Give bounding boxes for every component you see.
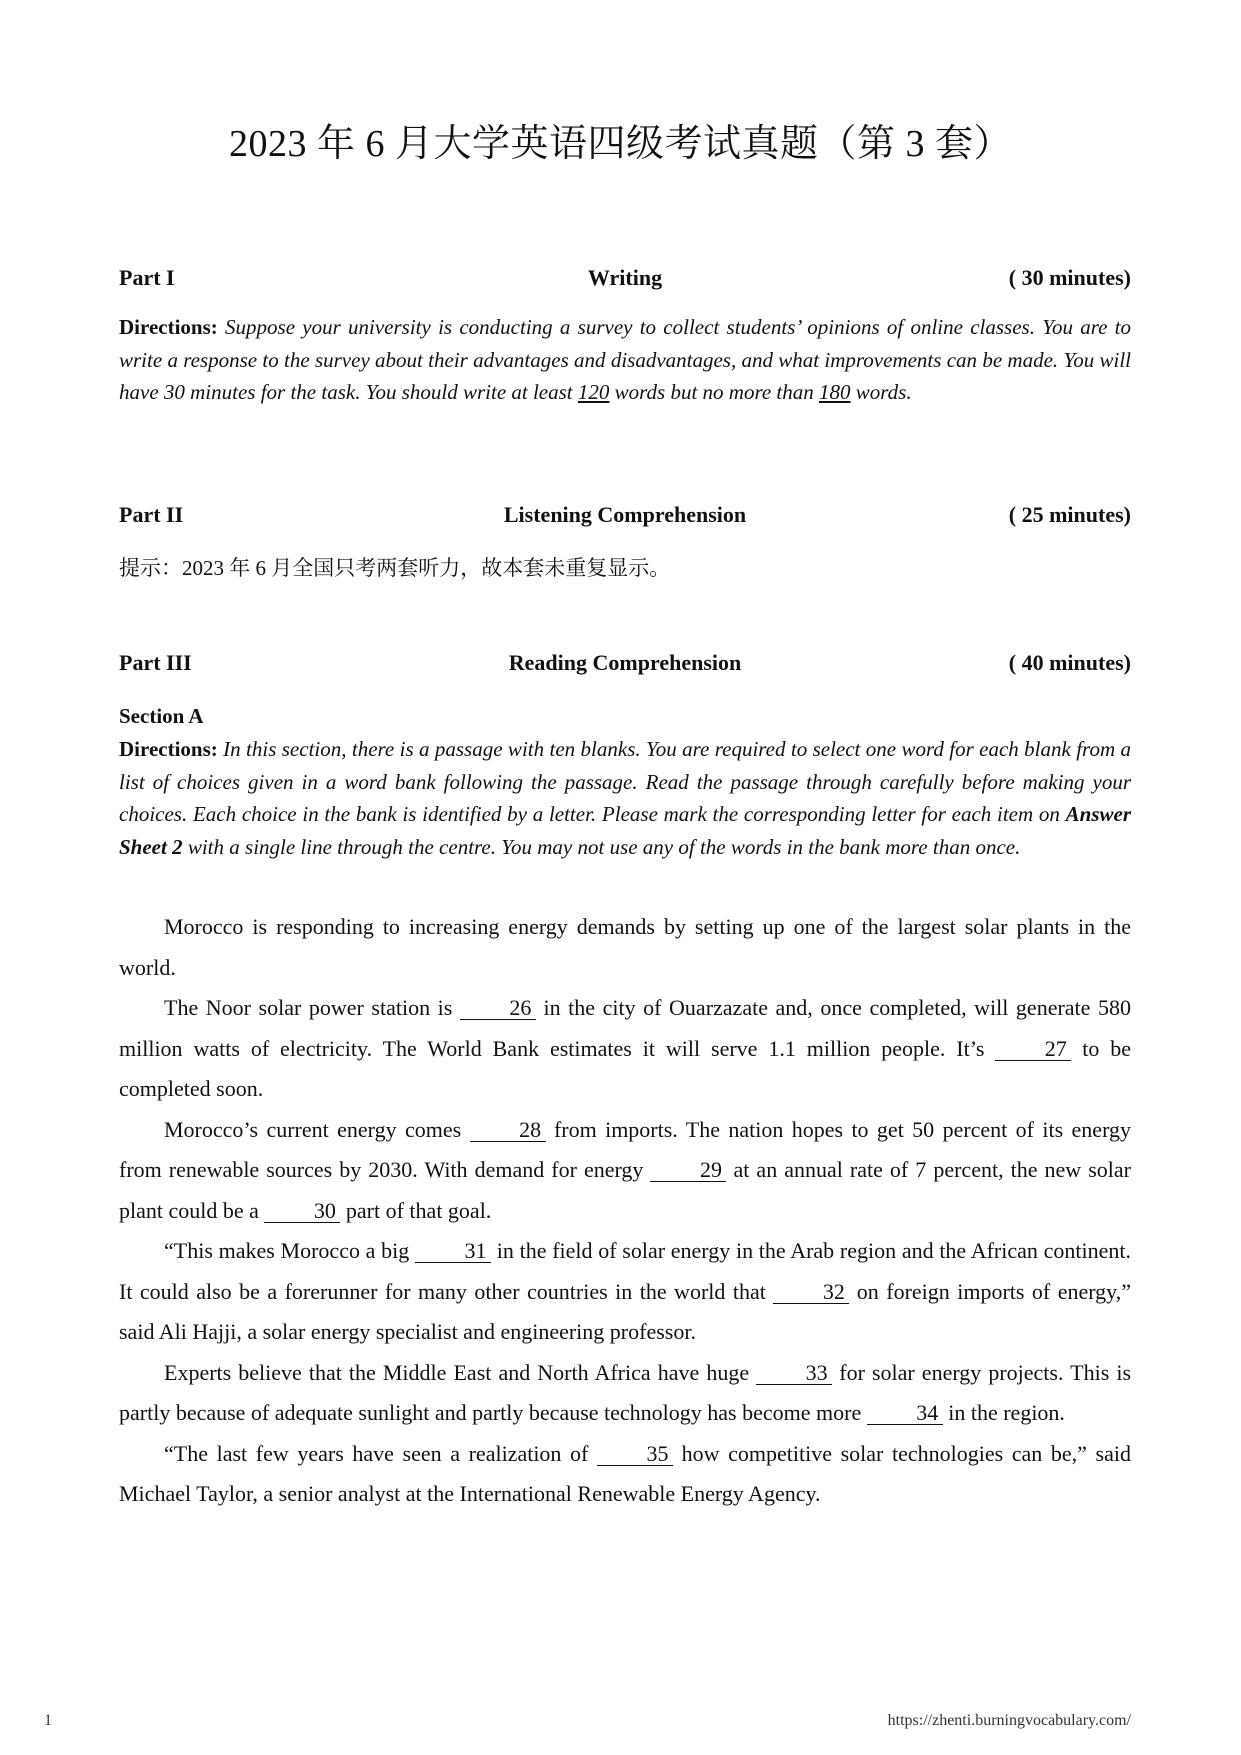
part-3-label: Part III [119, 650, 192, 675]
min-words: 120 [577, 380, 610, 404]
paragraph-1: Morocco is responding to increasing energy demands by setting up one of the largest solar plants in the world. [119, 914, 1131, 980]
part-2-header [119, 502, 1131, 534]
paragraph-2: The Noor solar power station is 26 in the city of Ouarzazate and, once completed, will generate 580 million watts of electricity. The World Bank estimates it will serve 1.1 million people. It’s 27 to be completed soon. [119, 995, 1131, 1101]
blank-31: 31 [415, 1240, 491, 1263]
part-1-name: Writing [587, 265, 663, 290]
reading-passage [119, 907, 1131, 1515]
max-words: 180 [819, 380, 851, 404]
page-title: 2023 年 6 月大学英语四级考试真题（第 3 套） [228, 123, 1012, 165]
directions-label: Directions: [119, 737, 218, 761]
answer-sheet-ref: Answer Sheet 2 [119, 802, 1131, 859]
listening-tip: 提示：2023 年 6 月全国只考两套听力，故本套未重复显示。 [119, 556, 671, 580]
blank-26: 26 [460, 997, 536, 1020]
part-2-label: Part II [119, 502, 184, 527]
paragraph-5: Experts believe that the Middle East and North Africa have huge 33 for solar energy projects. This is partly because of adequate sunlight and partly because technology has become more 34 in the region. [119, 1359, 1132, 1425]
blank-28: 28 [470, 1119, 546, 1142]
part-3-time: ( 40 minutes) [1008, 650, 1131, 675]
directions-label: Directions: [119, 315, 218, 339]
blank-27: 27 [995, 1038, 1071, 1061]
part-2-name: Listening Comprehension [503, 502, 747, 527]
footer-url[interactable]: https://zhenti.burningvocabulary.com/ [887, 1712, 1131, 1729]
directions-text: In this section, there is a passage with ten blanks. You are required to select one word for each blank from a list of choices given in a word bank following the passage. Read the passage through carefully before making your choices. Each choice in the bank is identified by a letter. Please mark the corresponding letter for each item on Answer Sheet 2 with a single line through the centre. You may not use any of the words in the bank more than once. [119, 737, 1131, 859]
blank-29: 29 [650, 1159, 726, 1182]
paragraph-6: “The last few years have seen a realization of 35 how competitive solar technologies can be,” said Michael Taylor, a senior analyst at the International Renewable Energy Agency. [119, 1440, 1131, 1506]
directions-text: Suppose your university is conducting a survey to collect students’ opinions of online classes. You are to write a response to the survey about their advantages and disadvantages, and what improvements can be made. You will have 30 minutes for the task. You should write at least 120 words but no more than 180 words. [119, 315, 1132, 404]
blank-34: 34 [867, 1402, 943, 1425]
part-1-time: ( 30 minutes) [1008, 265, 1131, 290]
blank-32: 32 [773, 1281, 849, 1304]
part-3-directions [119, 733, 1131, 863]
section-a-title: Section A [119, 704, 204, 728]
part-3-header [119, 650, 1131, 682]
page-number: 1 [44, 1712, 52, 1729]
blank-30: 30 [264, 1200, 340, 1223]
part-1-header [119, 265, 1131, 297]
paragraph-4: “This makes Morocco a big 31 in the field of solar energy in the Arab region and the African continent. It could also be a forerunner for many other countries in the world that 32 on foreign imports of energy,” said Ali Hajji, a solar energy specialist and engineering professor. [119, 1238, 1132, 1344]
part-1-directions [119, 311, 1131, 409]
part-1-label: Part I [119, 265, 175, 290]
part-2-time: ( 25 minutes) [1008, 502, 1131, 527]
paragraph-3: Morocco’s current energy comes 28 from imports. The nation hopes to get 50 percent of its energy from renewable sources by 2030. With demand for energy 29 at an annual rate of 7 percent, the new solar plant could be a 30 part of that goal. [119, 1116, 1131, 1223]
blank-33: 33 [756, 1362, 832, 1385]
part-3-name: Reading Comprehension [508, 650, 742, 675]
blank-35: 35 [597, 1443, 673, 1466]
